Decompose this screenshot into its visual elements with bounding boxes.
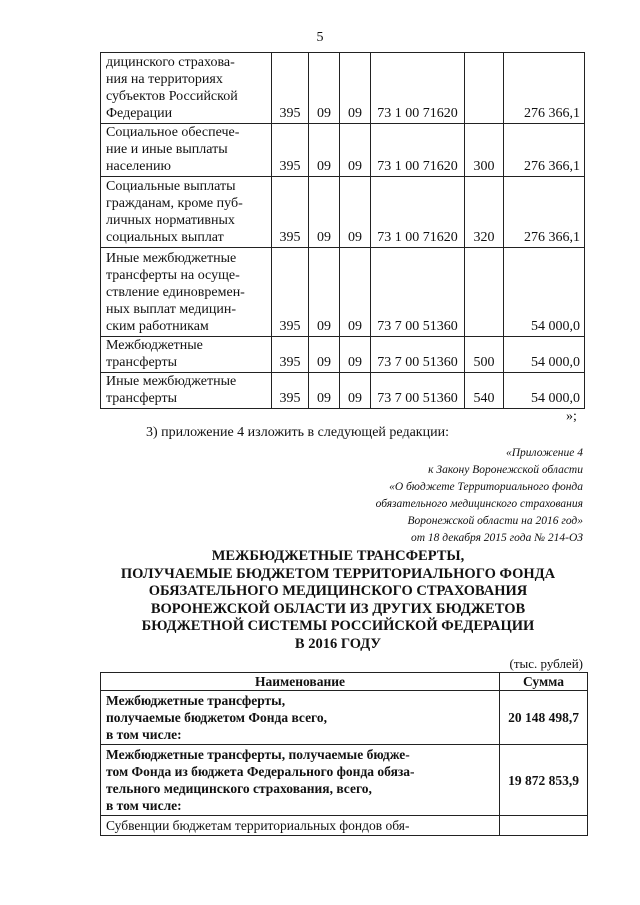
- heading-line: ОБЯЗАТЕЛЬНОГО МЕДИЦИНСКОГО СТРАХОВАНИЯ: [148, 583, 528, 600]
- row-type: [465, 53, 504, 124]
- row-name: Межбюджетные трансферты, получаемые бюджетом Фонда всего, в том числе:: [101, 691, 500, 745]
- table-header-row: [101, 673, 588, 691]
- table-row: [101, 373, 585, 409]
- row-amount: 276 366,1: [504, 177, 585, 248]
- row-code: 395: [272, 53, 309, 124]
- row-code: 395: [272, 337, 309, 373]
- transfers-table: [100, 672, 588, 836]
- table-row: [101, 816, 588, 836]
- row-section: 09: [309, 124, 340, 177]
- row-subsection: 09: [340, 177, 371, 248]
- row-subsection: 09: [340, 337, 371, 373]
- header-name: Наименование: [101, 673, 500, 691]
- row-name: Межбюджетные трансферты: [101, 337, 272, 373]
- appendix-line: к Закону Воронежской области: [428, 464, 583, 476]
- row-amount: 276 366,1: [504, 53, 585, 124]
- row-amount: 54 000,0: [504, 248, 585, 337]
- heading-line: БЮДЖЕТНОЙ СИСТЕМЫ РОССИЙСКОЙ ФЕДЕРАЦИИ: [141, 618, 535, 635]
- appendix-line: «Приложение 4: [505, 447, 583, 459]
- table-row: [101, 177, 585, 248]
- header-sum: Сумма: [500, 673, 588, 691]
- row-amount: 276 366,1: [504, 124, 585, 177]
- row-name: Иные межбюджетные трансферты: [101, 373, 272, 409]
- row-sum: [500, 816, 588, 836]
- row-name: Социальные выплаты гражданам, кроме пуб- личных нормативных социальных выплат: [101, 177, 272, 248]
- row-type: [465, 248, 504, 337]
- row-name: Межбюджетные трансферты, получаемые бюдже- том Фонда из бюджета Федерального фонда обяза- тельного медицинского страхования, всего, в том числе:: [101, 745, 500, 816]
- row-subsection: 09: [340, 373, 371, 409]
- row-target: 73 7 00 51360: [371, 337, 465, 373]
- row-name: Субвенции бюджетам территориальных фондов обя-: [101, 816, 500, 836]
- row-target: 73 1 00 71620: [371, 124, 465, 177]
- row-section: 09: [309, 53, 340, 124]
- row-name: дицинского страхова- ния на территориях субъектов Российской Федерации: [101, 53, 272, 124]
- row-amount: 54 000,0: [504, 373, 585, 409]
- table-row: [101, 248, 585, 337]
- row-code: 395: [272, 248, 309, 337]
- row-type: 500: [465, 337, 504, 373]
- heading-line: В 2016 ГОДУ: [294, 635, 382, 652]
- row-section: 09: [309, 177, 340, 248]
- appendix-line: обязательного медицинского страхования: [375, 498, 583, 510]
- row-name: Социальное обеспече- ние и иные выплаты населению: [101, 124, 272, 177]
- row-target: 73 7 00 51360: [371, 248, 465, 337]
- row-target: 73 1 00 71620: [371, 53, 465, 124]
- row-type: 320: [465, 177, 504, 248]
- row-code: 395: [272, 124, 309, 177]
- row-name: Иные межбюджетные трансферты на осуще- ствление единовремен- ных выплат медицин- ским работникам: [101, 248, 272, 337]
- row-section: 09: [309, 337, 340, 373]
- closing-quote: »;: [566, 409, 577, 424]
- row-sum: 19 872 853,9: [500, 745, 588, 816]
- row-subsection: 09: [340, 124, 371, 177]
- table-row: [101, 691, 588, 745]
- expenditure-table: [100, 52, 585, 409]
- row-section: 09: [309, 373, 340, 409]
- section-heading: [100, 548, 576, 654]
- row-target: 73 1 00 71620: [371, 177, 465, 248]
- table-row: [101, 337, 585, 373]
- row-code: 395: [272, 373, 309, 409]
- row-code: 395: [272, 177, 309, 248]
- appendix-line: Воронежской области на 2016 год»: [407, 515, 583, 527]
- page-number: 5: [316, 30, 324, 45]
- units-label: (тыс. рублей): [509, 656, 583, 671]
- appendix-note: [376, 445, 583, 547]
- row-subsection: 09: [340, 53, 371, 124]
- row-sum: 20 148 498,7: [500, 691, 588, 745]
- row-subsection: 09: [340, 248, 371, 337]
- table-row: [101, 745, 588, 816]
- row-type: 540: [465, 373, 504, 409]
- heading-line: ВОРОНЕЖСКОЙ ОБЛАСТИ ИЗ ДРУГИХ БЮДЖЕТОВ: [150, 600, 526, 617]
- row-type: 300: [465, 124, 504, 177]
- appendix-line: от 18 декабря 2015 года № 214-ОЗ: [410, 532, 583, 544]
- table-row: [101, 124, 585, 177]
- row-section: 09: [309, 248, 340, 337]
- table-row: [101, 53, 585, 124]
- heading-line: ПОЛУЧАЕМЫЕ БЮДЖЕТОМ ТЕРРИТОРИАЛЬНОГО ФОНДА: [120, 565, 556, 582]
- amendment-instruction: 3) приложение 4 изложить в следующей редакции:: [146, 425, 449, 440]
- heading-line: МЕЖБЮДЖЕТНЫЕ ТРАНСФЕРТЫ,: [211, 548, 465, 564]
- appendix-line: «О бюджете Территориального фонда: [389, 481, 583, 493]
- row-target: 73 7 00 51360: [371, 373, 465, 409]
- row-amount: 54 000,0: [504, 337, 585, 373]
